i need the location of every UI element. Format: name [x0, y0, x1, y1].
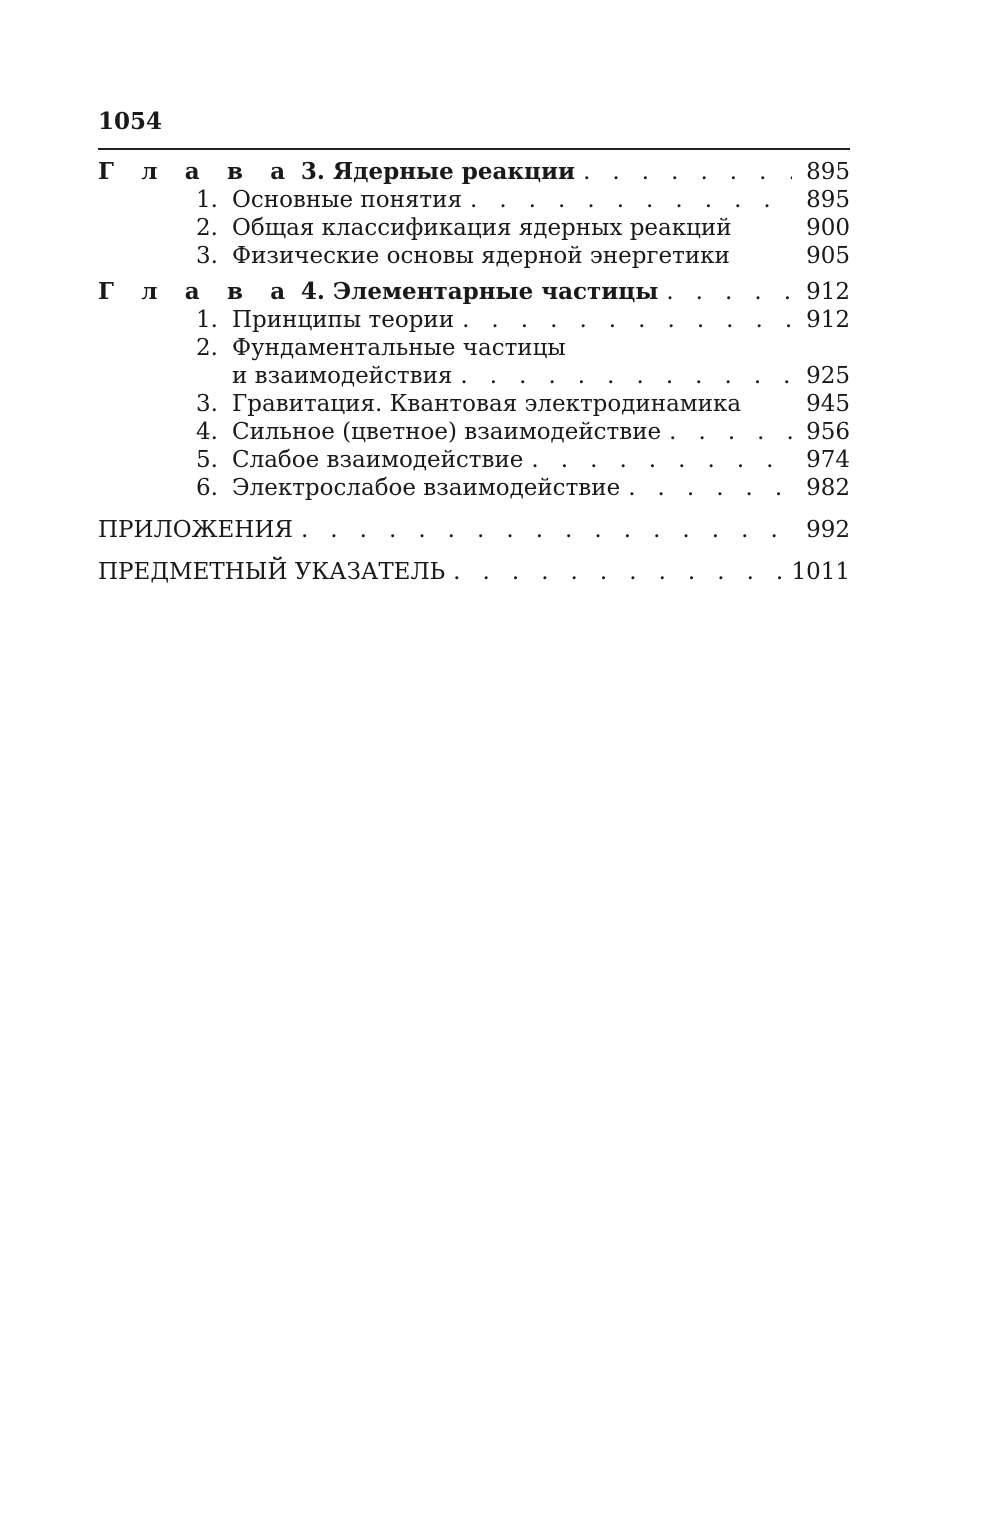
toc-section[interactable] [98, 306, 850, 334]
toc-section[interactable] [98, 474, 850, 502]
toc-section[interactable] [98, 334, 850, 362]
section-title-continuation: и взаимодействия [232, 363, 453, 389]
dot-leader [460, 362, 792, 390]
section-page: 900 [806, 215, 850, 241]
header-rule [98, 148, 850, 150]
section-title: Физические основы ядерной энергетики [232, 243, 730, 269]
dot-leader [669, 418, 792, 446]
dot-leader [666, 278, 792, 306]
back-matter-title: ПРИЛОЖЕНИЯ [98, 517, 293, 543]
toc-section[interactable] [98, 390, 850, 418]
page-number: 1054 [98, 108, 163, 135]
section-title: Слабое взаимодействие [232, 447, 524, 473]
section-title: Гравитация. Квантовая электродинамика [232, 391, 742, 417]
section-title: Сильное (цветное) взаимодействие [232, 419, 662, 445]
dot-leader [628, 474, 792, 502]
chapter-page: 912 [806, 279, 850, 305]
section-title: Основные понятия [232, 187, 462, 213]
back-matter-title: ПРЕДМЕТНЫЙ УКАЗАТЕЛЬ [98, 559, 446, 585]
section-number: 5. [196, 447, 218, 473]
toc-section[interactable] [98, 186, 850, 214]
toc-appendices[interactable] [98, 516, 850, 544]
toc-section[interactable] [98, 446, 850, 474]
section-title: Фундаментальные частицы [232, 335, 566, 361]
chapter-label: Г л а в а [98, 278, 295, 305]
section-page: 974 [806, 447, 850, 473]
section-number: 4. [196, 419, 218, 445]
toc-section-continuation[interactable] [98, 362, 850, 390]
toc-section[interactable] [98, 418, 850, 446]
dot-leader [462, 306, 792, 334]
section-page: 895 [806, 187, 850, 213]
section-title: Общая классификация ядерных реакций [232, 215, 732, 241]
toc-subject-index[interactable] [98, 558, 850, 586]
section-page: 945 [806, 391, 850, 417]
toc-chapter-3[interactable] [98, 158, 850, 186]
section-number: 2. [196, 335, 218, 361]
chapter-title: 4. Элементарные частицы [300, 278, 659, 305]
chapter-title: 3. Ядерные реакции [300, 158, 576, 185]
toc-chapter-4[interactable] [98, 278, 850, 306]
dot-leader [583, 158, 792, 186]
section-number: 1. [196, 307, 218, 333]
section-number: 6. [196, 475, 218, 501]
section-page: 905 [806, 243, 850, 269]
section-number: 1. [196, 187, 218, 213]
document-page [98, 100, 850, 586]
back-matter-page: 992 [806, 517, 850, 543]
dot-leader [453, 558, 783, 586]
section-page: 982 [806, 475, 850, 501]
section-title: Электрослабое взаимодействие [232, 475, 621, 501]
section-number: 3. [196, 391, 218, 417]
dot-leader [531, 446, 792, 474]
dot-leader [470, 186, 792, 214]
section-page: 925 [806, 363, 850, 389]
section-number: 3. [196, 243, 218, 269]
section-page: 912 [806, 307, 850, 333]
chapter-page: 895 [806, 159, 850, 185]
toc-section[interactable] [98, 242, 850, 270]
chapter-label: Г л а в а [98, 158, 295, 185]
dot-leader [301, 516, 792, 544]
section-page: 956 [806, 419, 850, 445]
toc-section[interactable] [98, 214, 850, 242]
back-matter-page: 1011 [791, 559, 850, 585]
section-title: Принципы теории [232, 307, 455, 333]
section-number: 2. [196, 215, 218, 241]
